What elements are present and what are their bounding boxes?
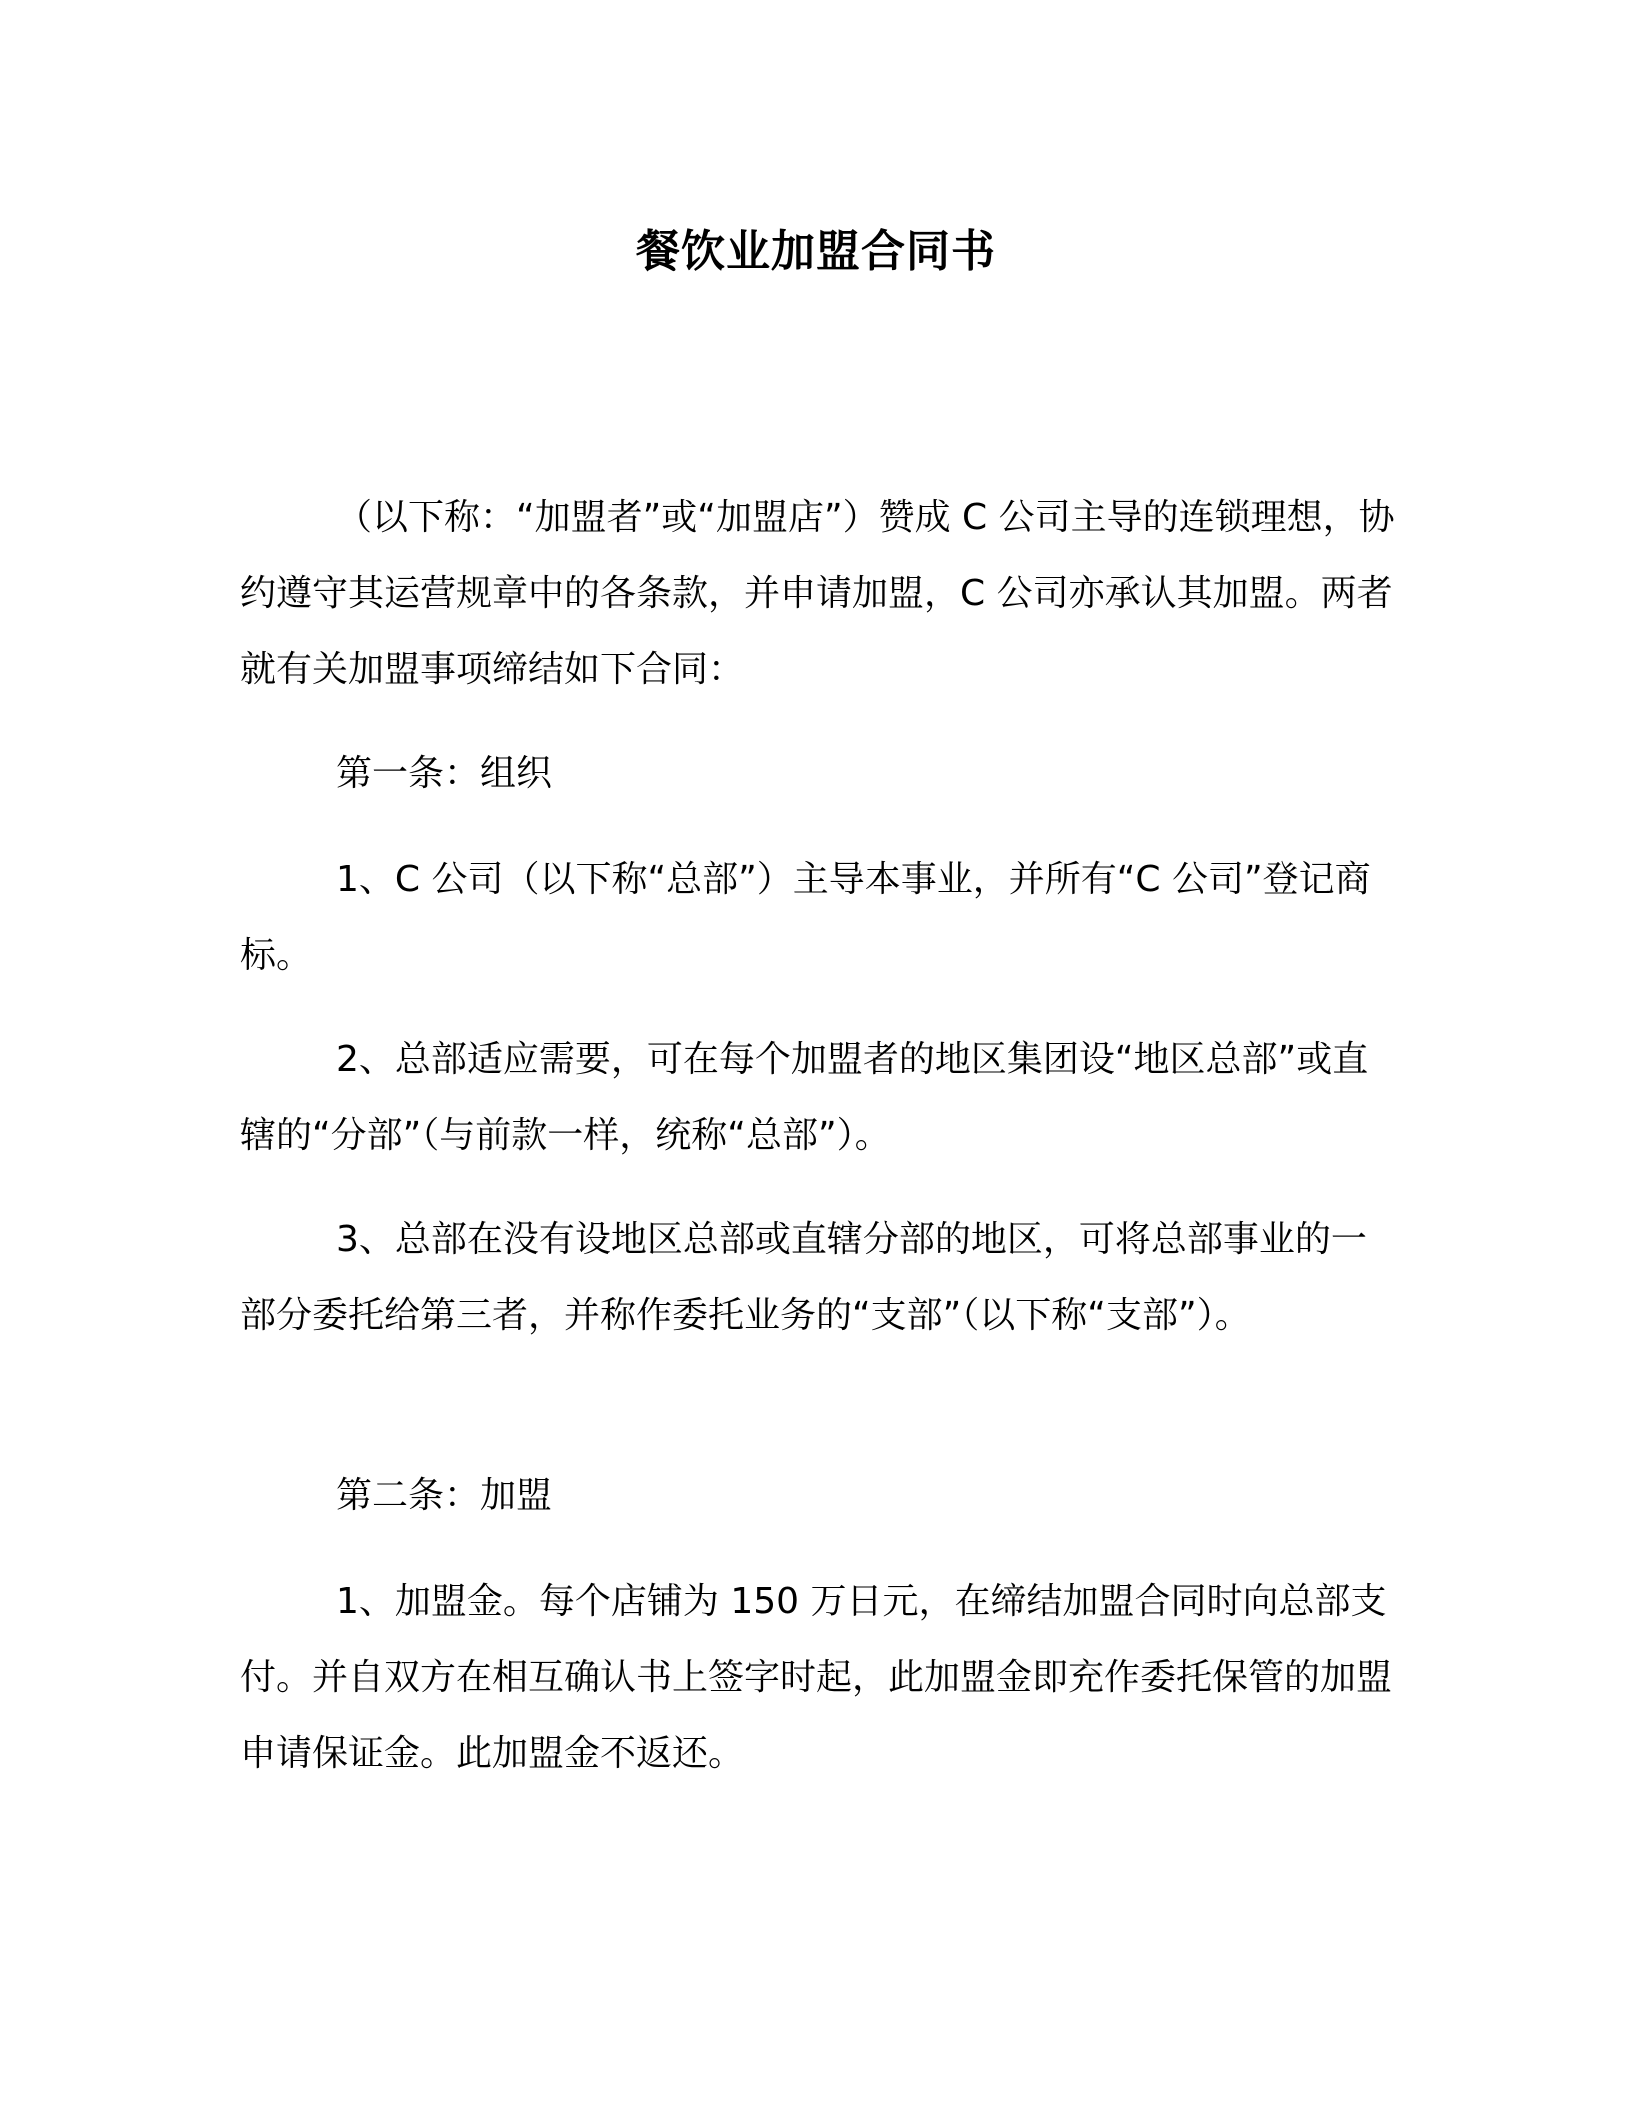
article-1-item-2: 2、总部适应需要，可在每个加盟者的地区集团设“地区总部”或直辖的“分部”（与前款一样，统称“总部”）。 — [240, 1039, 1369, 1156]
article-1-item-1: 1、C 公司（以下称“总部”）主导本事业，并所有“C 公司”登记商标。 — [240, 859, 1371, 976]
intro-paragraph: （以下称：“加盟者”或“加盟店”）赞成 C 公司主导的连锁理想，协约遵守其运营规章中的各条款，并申请加盟，C 公司亦承认其加盟。两者就有关加盟事项缔结如下合同： — [240, 497, 1395, 690]
article-2-item-1: 1、加盟金。每个店铺为 150 万日元，在缔结加盟合同时向总部支付。并自双方在相互确认书上签字时起，此加盟金即充作委托保管的加盟申请保证金。此加盟金不返还。 — [240, 1581, 1393, 1774]
article-1-heading: 第一条：组织 — [336, 753, 553, 794]
article-2-heading: 第二条：加盟 — [336, 1475, 553, 1516]
article-1-item-3: 3、总部在没有设地区总部或直辖分部的地区，可将总部事业的一部分委托给第三者，并称作委托业务的“支部”（以下称“支部”）。 — [240, 1219, 1367, 1336]
document-title: 餐饮业加盟合同书 — [636, 226, 996, 277]
